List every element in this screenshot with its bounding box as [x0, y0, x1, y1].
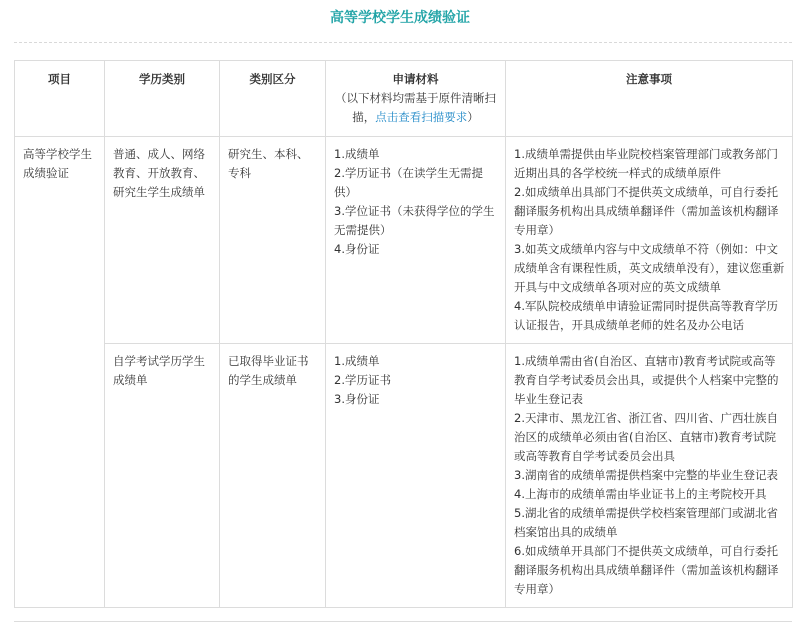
division-cell: 已取得毕业证书的学生成绩单 [220, 344, 326, 608]
material-item: 1.成绩单 [334, 354, 380, 368]
category-cell: 自学考试学历学生成绩单 [105, 344, 220, 608]
page-title: 高等学校学生成绩验证 [330, 10, 470, 26]
materials-cell [326, 137, 506, 344]
category-cell: 普通、成人、网络教育、开放教育、研究生学生成绩单 [105, 137, 220, 344]
header-notes: 注意事项 [506, 61, 793, 137]
material-item: 4.身份证 [334, 242, 380, 256]
header-materials-label: 申请材料 [392, 72, 439, 86]
header-materials [326, 61, 506, 137]
table-bottom-border [14, 621, 792, 622]
material-item: 3.身份证 [334, 392, 380, 406]
note-item: 3.湖南省的成绩单需提供档案中完整的毕业生登记表 [514, 468, 778, 482]
division-cell: 研究生、本科、专科 [220, 137, 326, 344]
title-divider [14, 42, 792, 43]
notes-cell [506, 344, 793, 608]
project-cell: 高等学校学生成绩验证 [15, 137, 105, 608]
note-item: 4.军队院校成绩单申请验证需同时提供高等教育学历认证报告，开具成绩单老师的姓名及办公电话 [514, 299, 778, 332]
table-row [15, 344, 793, 608]
header-division: 类别区分 [220, 61, 326, 137]
note-item: 1.成绩单需由省(自治区、直辖市)教育考试院或高等教育自学考试委员会出具，或提供个人档案中完整的毕业生登记表 [514, 354, 779, 406]
header-materials-note: （以下材料均需基于原件清晰扫描，点击查看扫描要求） [335, 91, 496, 124]
header-category: 学历类别 [105, 61, 220, 137]
note-item: 2.如成绩单出具部门不提供英文成绩单，可自行委托翻译服务机构出具成绩单翻译件（需加盖该机构翻译专用章） [514, 185, 779, 237]
scan-requirements-link[interactable]: 点击查看扫描要求 [375, 110, 468, 124]
note-item: 6.如成绩单开具部门不提供英文成绩单，可自行委托翻译服务机构出具成绩单翻译件（需加盖该机构翻译专用章） [514, 544, 779, 596]
material-item: 3.学位证书（未获得学位的学生无需提供） [334, 204, 495, 237]
note-item: 5.湖北省的成绩单需提供学校档案管理部门或湖北省档案馆出具的成绩单 [514, 506, 778, 539]
material-item: 2.学历证书（在读学生无需提供） [334, 166, 483, 199]
note-item: 1.成绩单需提供由毕业院校档案管理部门或教务部门近期出具的各学校统一样式的成绩单原件 [514, 147, 778, 180]
materials-cell [326, 344, 506, 608]
table-header-row [15, 61, 793, 137]
note-item: 3.如英文成绩单内容与中文成绩单不符（例如：中文成绩单含有课程性质，英文成绩单没有），建议您重新开具与中文成绩单各项对应的英文成绩单 [514, 242, 785, 294]
note-item: 2.天津市、黑龙江省、浙江省、四川省、广西壮族自治区的成绩单必须由省(自治区、直辖市)教育考试院或高等教育自学考试委员会出具 [514, 411, 778, 463]
notes-cell [506, 137, 793, 344]
header-item: 项目 [15, 61, 105, 137]
verification-table [14, 60, 793, 608]
note-item: 4.上海市的成绩单需由毕业证书上的主考院校开具 [514, 487, 767, 501]
material-item: 1.成绩单 [334, 147, 380, 161]
material-item: 2.学历证书 [334, 373, 391, 387]
table-row [15, 137, 793, 344]
